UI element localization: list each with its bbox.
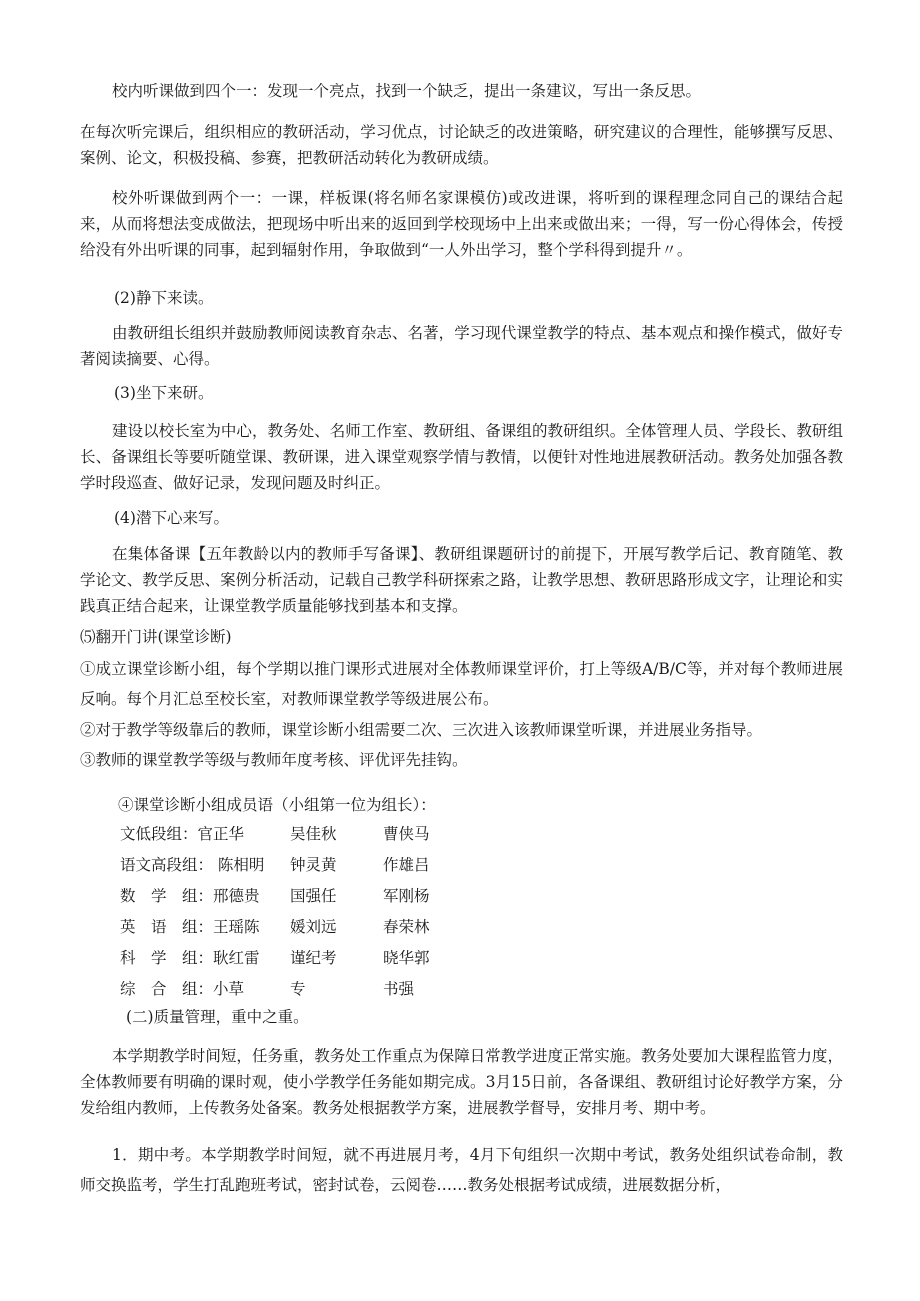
roster-group: 数 学 组：邢德贵 (120, 887, 260, 905)
paragraph-external-observation: 校外听课做到两个一：一课，样板课(将名师名家课模仿)或改进课，将听到的课程理念同自己的课结合起来，从而将想法变成做法，把现场中听出来的返回到学校现场中上出来或做出来；一得，写一份心得体会，传授给没有外出听课的同事，起到辐射作用，争取做到“一人外出学习，整个学科得到提升〃。 (80, 189, 843, 259)
list-item-1: ①成立课堂诊断小组，每个学期以推门课形式进展对全体教师课堂评价，打上等级A/B/C等，并对每个教师进展反响。每个月汇总至校长室，对教师课堂教学等级进展公布。 (80, 660, 843, 708)
roster-row (120, 915, 520, 946)
heading-read: (2)静下来读。 (114, 289, 214, 307)
roster-group: 科 学 组：耿红雷 (120, 949, 260, 967)
roster-group: 综 合 组：小草 (120, 980, 245, 998)
roster-group: 语文高段组： 陈相明 (120, 856, 265, 874)
roster-member: 作雄吕 (383, 856, 430, 874)
roster-member: 专 (290, 980, 306, 998)
roster-row (120, 946, 520, 977)
list-item-3: ③教师的课堂教学等级与教师年度考核、评优评先挂钩。 (80, 751, 468, 769)
paragraph-write: 在集体备课【五年教龄以内的教师手写备课】、教研组课题研讨的前提下，开展写教学后记、教育随笔、教学论文、教学反思、案例分析活动，记载自己教学科研探索之路，让教学思想、教研思路形成文字，让理论和实践真正结合起来，让课堂教学质量能够找到基本和支撑。 (80, 545, 843, 615)
list-item-4: ④课堂诊断小组成员语（小组第一位为组长）： (118, 796, 436, 814)
paragraph-research: 建设以校长室为中心，教务处、名师工作室、教研组、备课组的教研组织。全体管理人员、学段长、教研组长、备课组长等要听随堂课、教研课，进入课堂观察学情与教情，以便针对性地进展教研活动。教务处加强各教学时段巡查、做好记录，发现问题及时纠正。 (80, 422, 843, 492)
roster-row (120, 884, 520, 915)
roster-member: 军刚杨 (383, 887, 430, 905)
heading-open-door: ⑸翻开门讲(课堂诊断) (80, 628, 232, 646)
paragraph-midterm: 1．期中考。本学期教学时间短，就不再进展月考，4月下旬组织一次期中考试，教务处组织试卷命制，教师交换监考，学生打乱跑班考试，密封试卷，云阅卷……教务处根据考试成绩，进展数据分析， (80, 1146, 843, 1194)
paragraph-after-observation: 在每次听完课后，组织相应的教研活动，学习优点，讨论缺乏的改进策略，研究建议的合理性，能够撰写反思、案例、论文，积极投稿、参赛，把教研活动转化为教研成绩。 (80, 123, 843, 167)
list-item-2: ②对于教学等级靠后的教师，课堂诊断小组需要二次、三次进入该教师课堂听课，并进展业务指导。 (80, 721, 763, 739)
heading-research: (3)坐下来研。 (114, 384, 214, 402)
roster-row (120, 853, 520, 884)
roster-member: 钟灵黄 (290, 856, 337, 874)
roster-group: 文低段组：官正华 (120, 825, 245, 843)
diagnosis-group-roster (120, 822, 520, 1008)
roster-member: 曹侠马 (383, 825, 430, 843)
paragraph-internal-observation: 校内听课做到四个一：发现一个亮点，找到一个缺乏，提出一条建议，写出一条反思。 (112, 82, 702, 100)
roster-row (120, 822, 520, 853)
roster-member: 媛刘远 (290, 918, 337, 936)
roster-member: 谨纪考 (290, 949, 337, 967)
roster-member: 春荣林 (383, 918, 430, 936)
section-heading-quality: (二)质量管理，重中之重。 (126, 1008, 309, 1026)
paragraph-quality: 本学期教学时间短，任务重，教务处工作重点为保障日常教学进度正常实施。教务处要加大课程监管力度，全体教师要有明确的课时观，使小学教学任务能如期完成。3月15日前，各备课组、教研组讨论好教学方案，分发给组内教师，上传教务处备案。教务处根据教学方案，进展教学督导，安排月考、期中考。 (80, 1047, 843, 1117)
roster-member: 吴佳秋 (290, 825, 337, 843)
roster-group: 英 语 组：王瑶陈 (120, 918, 260, 936)
roster-member: 书强 (383, 980, 415, 998)
roster-member: 国强任 (290, 887, 337, 905)
roster-member: 晓华郭 (383, 949, 430, 967)
paragraph-read: 由教研组长组织并鼓励教师阅读教育杂志、名著，学习现代课堂教学的特点、基本观点和操作模式，做好专著阅读摘要、心得。 (80, 324, 843, 368)
heading-write: (4)潜下心来写。 (114, 509, 229, 527)
